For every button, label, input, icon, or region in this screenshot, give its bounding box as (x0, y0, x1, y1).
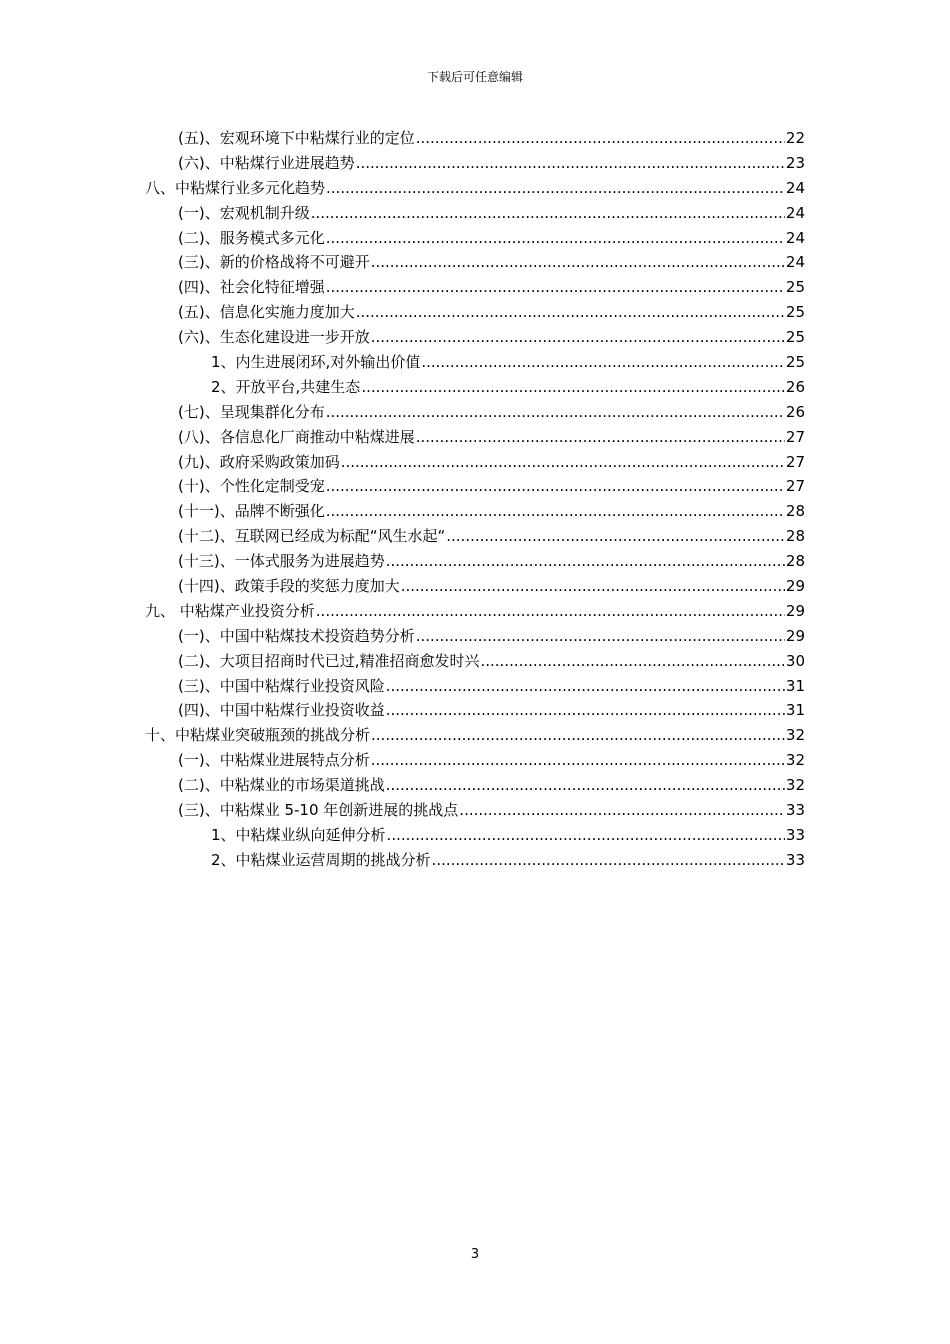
toc-entry[interactable] (145, 201, 805, 226)
toc-entry-page: 27 (785, 477, 805, 496)
toc-entry-title: (一)、中国中粘煤技术投资趋势分析 (178, 626, 415, 645)
toc-dot-leader (326, 176, 785, 201)
toc-entry-title: (三)、新的价格战将不可避开 (178, 253, 370, 272)
toc-entry-title: (二)、服务模式多元化 (178, 228, 325, 247)
toc-entry-title: (三)、中粘煤业 5-10 年创新进展的挑战点 (178, 801, 459, 820)
toc-dot-leader (386, 549, 785, 574)
toc-entry[interactable] (145, 549, 805, 574)
toc-entry-page: 31 (785, 676, 805, 695)
toc-entry-page: 22 (785, 129, 805, 147)
toc-dot-leader (326, 400, 785, 425)
toc-entry-page: 33 (785, 850, 805, 869)
toc-entry[interactable] (145, 176, 805, 201)
toc-entry[interactable] (145, 400, 805, 425)
toc-entry-title: (一)、宏观机制升级 (178, 203, 310, 222)
toc-entry-title: 2、中粘煤业运营周期的挑战分析 (211, 850, 431, 869)
toc-entry-title: (十)、个性化定制受宠 (178, 477, 325, 496)
toc-entry-title: (九)、政府采购政策加码 (178, 452, 340, 471)
toc-dot-leader (387, 823, 785, 848)
toc-entry-title: (六)、中粘煤行业进展趋势 (178, 153, 355, 172)
toc-dot-leader (361, 375, 785, 400)
toc-entry[interactable] (145, 698, 805, 723)
toc-entry-page: 32 (785, 726, 805, 745)
toc-dot-leader (421, 350, 785, 375)
toc-entry-page: 27 (785, 427, 805, 446)
toc-entry[interactable] (145, 375, 805, 400)
toc-entry[interactable] (145, 848, 805, 873)
toc-entry-title: 八、中粘煤行业多元化趋势 (145, 178, 326, 197)
toc-dot-leader (416, 126, 785, 151)
toc-entry-title: (二)、中粘煤业的市场渠道挑战 (178, 776, 385, 795)
toc-entry[interactable] (145, 250, 805, 275)
toc-entry-title: (一)、中粘煤业进展特点分析 (178, 751, 370, 770)
toc-dot-leader (416, 624, 785, 649)
toc-dot-leader (326, 474, 785, 499)
toc-entry-title: (二)、大项目招商时代已过,精准招商愈发时兴 (178, 651, 480, 670)
toc-entry[interactable] (145, 649, 805, 674)
toc-entry-title: (十三)、一体式服务为进展趋势 (178, 552, 385, 571)
toc-entry[interactable] (145, 226, 805, 251)
toc-entry-page: 27 (785, 452, 805, 471)
toc-dot-leader (326, 226, 785, 251)
toc-dot-leader (371, 748, 785, 773)
toc-dot-leader (326, 275, 785, 300)
toc-dot-leader (311, 201, 785, 226)
toc-entry-page: 28 (785, 502, 805, 521)
toc-entry[interactable] (145, 798, 805, 823)
toc-dot-leader (371, 250, 785, 275)
toc-entry-page: 28 (785, 552, 805, 571)
toc-dot-leader (371, 325, 785, 350)
toc-entry-title: (四)、社会化特征增强 (178, 278, 325, 297)
toc-entry[interactable] (145, 425, 805, 450)
toc-entry-title: (五)、信息化实施力度加大 (178, 303, 355, 322)
toc-entry-page: 24 (785, 253, 805, 272)
table-of-contents (145, 126, 805, 873)
toc-entry-page: 24 (785, 178, 805, 197)
toc-entry[interactable] (145, 325, 805, 350)
toc-entry-title: 2、开放平台,共建生态 (211, 377, 361, 396)
toc-entry[interactable] (145, 300, 805, 325)
toc-entry-page: 24 (785, 203, 805, 222)
toc-entry-page: 29 (785, 577, 805, 596)
toc-dot-leader (401, 574, 785, 599)
page-number: 3 (470, 1247, 480, 1262)
toc-entry-page: 25 (785, 353, 805, 372)
toc-entry-title: (四)、中国中粘煤行业投资收益 (178, 701, 385, 720)
toc-entry-page: 32 (785, 751, 805, 770)
toc-entry-page: 26 (785, 377, 805, 396)
toc-entry[interactable] (145, 599, 805, 624)
toc-dot-leader (416, 425, 785, 450)
toc-entry[interactable] (145, 524, 805, 549)
toc-entry-page: 29 (785, 626, 805, 645)
toc-entry-title: (十二)、互联网已经成为标配“风生水起“ (178, 527, 446, 546)
toc-entry-page: 33 (785, 825, 805, 844)
toc-entry[interactable] (145, 499, 805, 524)
toc-entry[interactable] (145, 574, 805, 599)
toc-dot-leader (386, 698, 785, 723)
toc-entry-title: 九、 中粘煤产业投资分析 (145, 601, 315, 620)
toc-entry-page: 25 (785, 328, 805, 347)
toc-entry-page: 25 (785, 278, 805, 297)
toc-entry-page: 25 (785, 303, 805, 322)
toc-dot-leader (480, 649, 784, 674)
toc-entry[interactable] (145, 474, 805, 499)
toc-dot-leader (341, 450, 785, 475)
toc-entry-title: (五)、宏观环境下中粘煤行业的定位 (178, 129, 415, 147)
toc-entry-title: (十一)、品牌不断强化 (178, 502, 325, 521)
toc-dot-leader (326, 499, 785, 524)
toc-dot-leader (459, 798, 785, 823)
toc-entry-page: 28 (785, 527, 805, 546)
toc-dot-leader (356, 151, 785, 176)
toc-dot-leader (386, 773, 785, 798)
toc-entry[interactable] (145, 450, 805, 475)
toc-entry-title: (八)、各信息化厂商推动中粘煤进展 (178, 427, 415, 446)
toc-entry[interactable] (145, 275, 805, 300)
toc-dot-leader (432, 848, 785, 873)
toc-entry-title: 十、中粘煤业突破瓶颈的挑战分析 (145, 726, 371, 745)
toc-entry[interactable] (145, 151, 805, 176)
toc-dot-leader (371, 723, 785, 748)
toc-entry-page: 30 (785, 651, 805, 670)
toc-entry[interactable] (145, 773, 805, 798)
toc-entry-page: 24 (785, 228, 805, 247)
toc-entry[interactable] (145, 823, 805, 848)
toc-dot-leader (316, 599, 785, 624)
toc-entry[interactable] (145, 624, 805, 649)
toc-entry-title: (六)、生态化建设进一步开放 (178, 328, 370, 347)
toc-entry[interactable] (145, 748, 805, 773)
toc-entry[interactable] (145, 126, 805, 151)
toc-dot-leader (356, 300, 785, 325)
toc-entry-title: 1、内生进展闭环,对外输出价值 (211, 353, 421, 372)
toc-entry[interactable] (145, 350, 805, 375)
toc-dot-leader (446, 524, 785, 549)
toc-entry[interactable] (145, 674, 805, 699)
toc-entry-title: (十四)、政策手段的奖惩力度加大 (178, 577, 400, 596)
toc-entry-page: 29 (785, 601, 805, 620)
page-header: 下载后可任意编辑 (426, 70, 523, 84)
toc-entry-page: 32 (785, 776, 805, 795)
toc-entry-page: 26 (785, 402, 805, 421)
toc-entry-title: 1、中粘煤业纵向延伸分析 (211, 825, 386, 844)
toc-entry-title: (三)、中国中粘煤行业投资风险 (178, 676, 385, 695)
toc-entry[interactable] (145, 723, 805, 748)
toc-entry-page: 31 (785, 701, 805, 720)
toc-entry-page: 23 (785, 153, 805, 172)
toc-entry-page: 33 (785, 801, 805, 820)
toc-dot-leader (386, 674, 785, 699)
toc-entry-title: (七)、呈现集群化分布 (178, 402, 325, 421)
